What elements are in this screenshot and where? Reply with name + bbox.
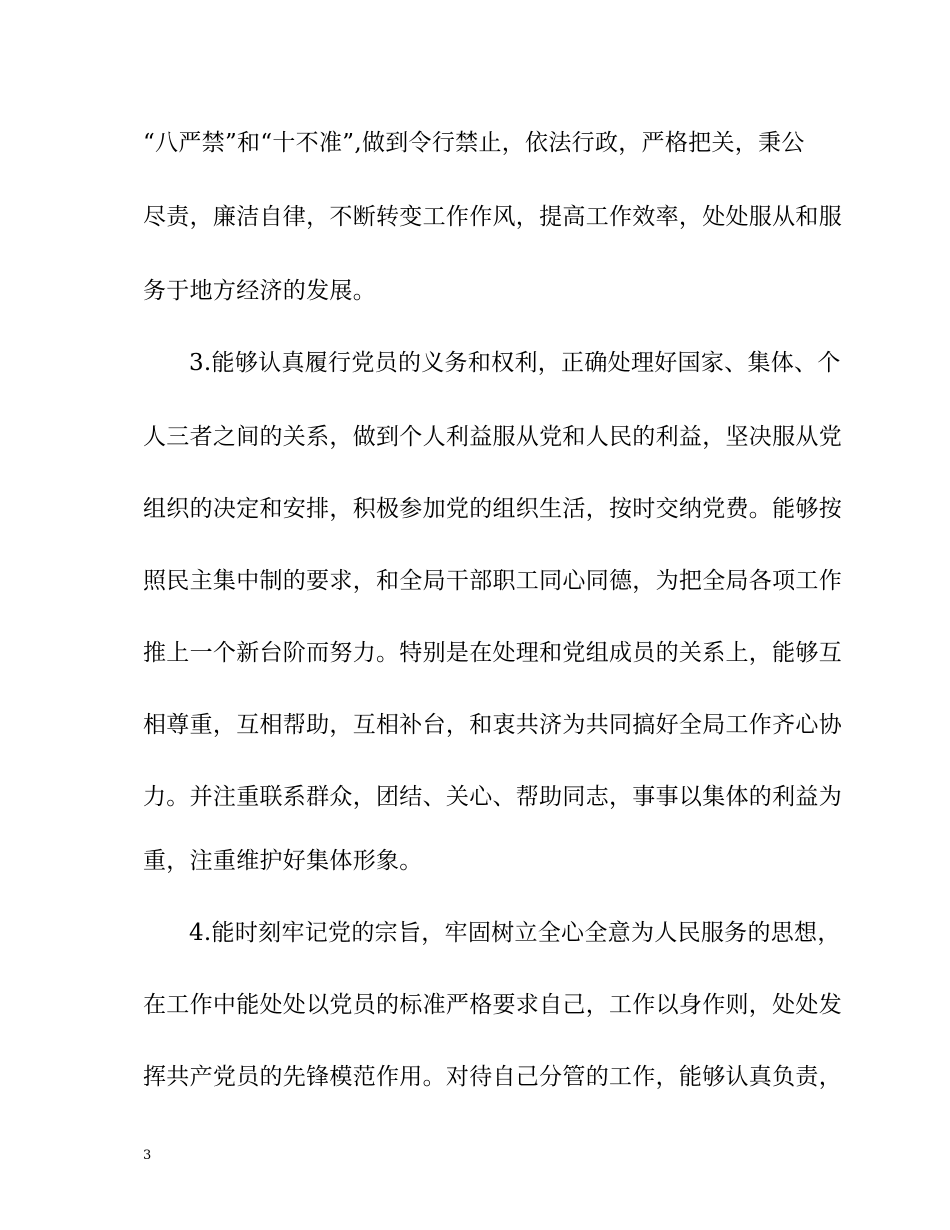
text-line: 尽责，廉洁自律，不断转变工作作风，提高工作效率，处处服从和服 (143, 204, 842, 230)
text-line: 务于地方经济的发展。 (143, 278, 376, 304)
text-line: 组织的决定和安排，积极参加党的组织生活，按时交纳党费。能够按 (143, 496, 842, 522)
text-line: 重，注重维护好集体形象。 (143, 848, 423, 874)
text-line: 力。并注重联系群众，团结、关心、帮助同志，事事以集体的利益为 (143, 784, 842, 810)
text-line: 在工作中能处处以党员的标准严格要求自己，工作以身作则，处处发 (143, 992, 842, 1018)
text-line: 照民主集中制的要求，和全局干部职工同心同德，为把全局各项工作 (143, 568, 842, 594)
text-line: 相尊重，互相帮助，互相补台，和衷共济为共同搞好全局工作齐心协 (143, 712, 842, 738)
page-number: 3 (143, 1148, 152, 1163)
text-line: “八严禁”和“十不准”,做到令行禁止，依法行政，严格把关，秉公 (143, 130, 805, 156)
text-line: 人三者之间的关系，做到个人利益服从党和人民的利益，坚决服从党 (143, 424, 842, 450)
text-line: 挥共产党员的先锋模范作用。对待自己分管的工作，能够认真负责， (143, 1064, 842, 1090)
paragraph-3-first-line: 3.能够认真履行党员的义务和权利，正确处理好国家、集体、个 (189, 350, 841, 376)
paragraph-4-first-line: 4.能时刻牢记党的宗旨，牢固树立全心全意为人民服务的思想， (189, 920, 841, 946)
text-line: 推上一个新台阶而努力。特别是在处理和党组成员的关系上，能够互 (143, 640, 842, 666)
